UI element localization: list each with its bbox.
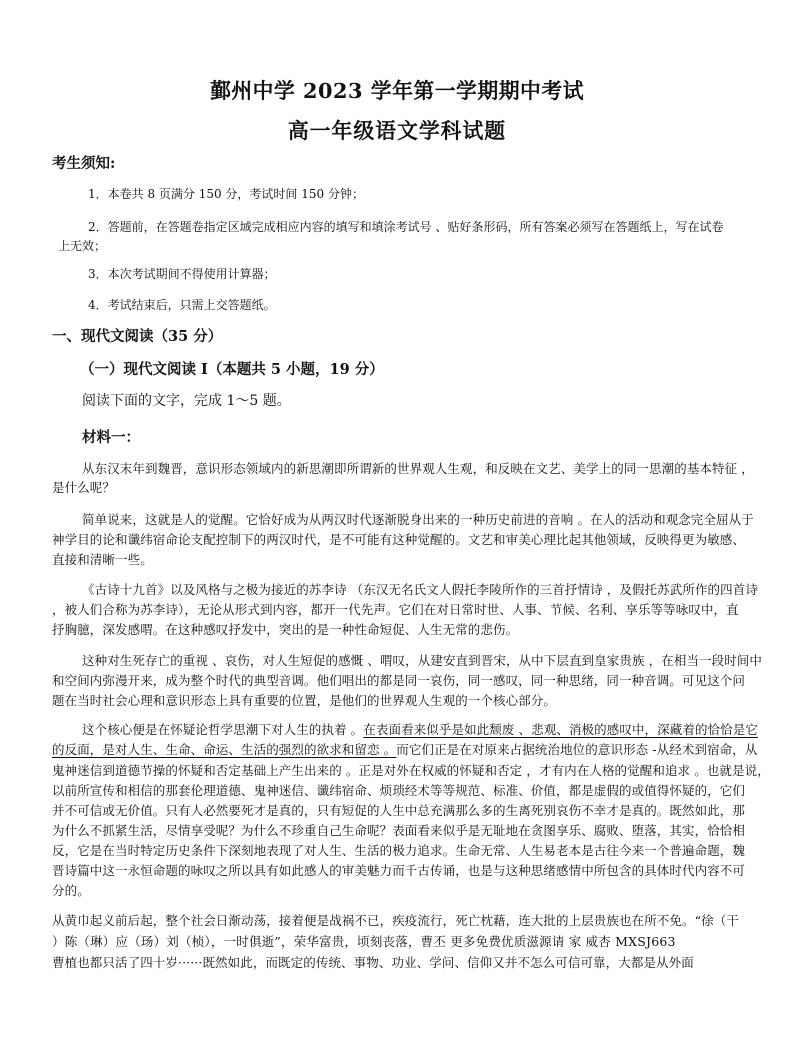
exam-title: 鄞州中学 2023 学年第一学期期中考试 <box>209 78 585 103</box>
notice-item-2: 2．答题前，在答题卷指定区域完成相应内容的填写和填涂考试号 、贴好条形码，所有答案必须写在答题纸上，写在试卷 <box>88 220 724 234</box>
p5-line-1-underlined: 在表面看来似乎是如此颓废 、悲观、消极的感叹中，深藏着的恰恰是它 <box>363 722 758 737</box>
p5-line-3: 鬼神迷信到道德节操的怀疑和否定基础上产生出来的 。正是对外在权威的怀疑和否定 ，才有内在人格的觉醒和追求 。也就是说， <box>52 763 770 778</box>
notice-item-2-cont: 上无效； <box>58 239 107 253</box>
notice-item-3: 3．本次考试期间不得使用计算器； <box>88 267 276 281</box>
p4-line-3: 题在当时社会心理和意识形态上具有重要的位置，是他们的世界观人生观的一个核心部分。 <box>52 693 557 708</box>
p1-line-2: 是什么呢？ <box>52 480 116 495</box>
p2-line-1: 简单说来，这就是人的觉醒。它恰好成为从两汉时代逐渐脱身出来的一种历史前进的音响 。在人的活动和观念完全屈从于 <box>82 512 754 527</box>
p5-line-9: 分的。 <box>52 883 90 898</box>
p4-line-2: 和空间内弥漫开来，成为整个时代的典型音调。他们唱出的都是同一哀伤，同一感叹，同一种思绪，同一种音调。可见这个问 <box>52 673 746 688</box>
material-label: 材料一： <box>82 429 140 446</box>
p2-line-3: 直接和清晰一些。 <box>52 552 153 567</box>
p6-line-2: ）陈（琳）应（玚）刘（桢），一时俱逝”，荣华富贵，顷刻丧落，曹丕 更多免费优质滋源请 家 威杏 MXSJ663 <box>52 934 676 949</box>
p5-line-4: 以前所宣传和相信的那套伦理道德、鬼神迷信、谶纬宿命、烦琐经术等等规范、标准、价值，都是虚假的或值得怀疑的，它们 <box>52 783 746 798</box>
p5-line-6: 为什么不抓紧生活，尽情享受呢？为什么不珍重自己生命呢？表面看来似乎是无耻地在贪图享乐、腐败、堕落，其实，恰恰相 <box>52 823 746 838</box>
section-title: 一、现代文阅读（35 分） <box>52 328 223 345</box>
p5-line-7: 反，它是在当时特定历史条件下深刻地表现了对人生、生活的极力追求。生命无常、人生易老本是古往今来一个普遍命题，魏 <box>52 843 746 858</box>
p5-line-1-plain: 这个核心便是在怀疑论哲学思潮下对人生的执着 。 <box>82 722 364 737</box>
p5-line-1 <box>82 720 758 738</box>
p6-line-1: 从黄巾起义前后起，整个社会日渐动荡，接着便是战祸不已，疾疫流行，死亡枕藉，连大批的上层贵族也在所不免。“徐（干 <box>52 913 739 928</box>
p3-line-1: 《古诗十九首》以及风格与之极为接近的苏李诗 （东汉无名氏文人假托李陵所作的三首抒情诗 ，及假托苏武所作的四首诗 <box>82 582 758 597</box>
p4-line-1: 这种对生死存亡的重视 、哀伤，对人生短促的感慨 、喟叹，从建安直到晋宋，从中下层直到皇家贵族 ，在相当一段时间中 <box>82 653 763 668</box>
notice-item-4: 4．考试结束后，只需上交答题纸。 <box>88 298 276 312</box>
notice-heading: 考生须知: <box>52 155 116 172</box>
p1-line-1: 从东汉末年到魏晋，意识形态领域内的新思潮即所谓新的世界观人生观，和反映在文艺、美学上的同一思潮的基本特征 ， <box>82 461 754 476</box>
p5-line-8: 晋诗篇中这一永恒命题的咏叹之所以具有如此感人的审美魅力而千古传诵，也是与这种思绪感情中所包含的具体时代内容不可 <box>52 863 746 878</box>
p2-line-2: 神学目的论和谶纬宿命论支配控制下的两汉时代，是不可能有这种觉醒的。文艺和审美心理比起其他领域，反映得更为敏感、 <box>52 532 746 547</box>
p5-line-2-plain: 而它们正是在对原来占据统治地位的意识形态 -从经术到宿命，从 <box>396 742 758 757</box>
sub-section-title: （一）现代文阅读 I（本题共 5 小题，19 分） <box>80 361 384 378</box>
reading-instruction: 阅读下面的文字，完成 1～5 题。 <box>82 393 291 409</box>
p5-line-2 <box>52 740 757 758</box>
p6-line-3: 曹植也都只活了四十岁······既然如此，而既定的传统、事物、功业、学问、信仰又并不怎么可信可靠，大都是从外面 <box>52 955 694 970</box>
p5-line-5: 并不可信或无价值。只有人必然要死才是真的，只有短促的人生中总充满那么多的生离死别哀伤不幸才是真的。既然如此，那 <box>52 803 746 818</box>
p3-line-3: 抒胸臆，深发感喟。在这种感叹抒发中，突出的是一种性命短促、人生无常的悲伤。 <box>52 622 519 637</box>
p5-line-2-underlined: 的反面，是对人生、生命、命运、生活的强烈的欲求和留恋 。 <box>52 742 397 757</box>
p3-line-2: ，被人们合称为苏李诗），无论从形式到内容，都开一代先声。它们在对日常时世、人事、节候、名利、享乐等等咏叹中，直 <box>52 602 739 617</box>
exam-subtitle: 高一年级语文学科试题 <box>287 118 507 143</box>
notice-item-1: 1．本卷共 8 页满分 150 分，考试时间 150 分钟； <box>88 187 364 201</box>
